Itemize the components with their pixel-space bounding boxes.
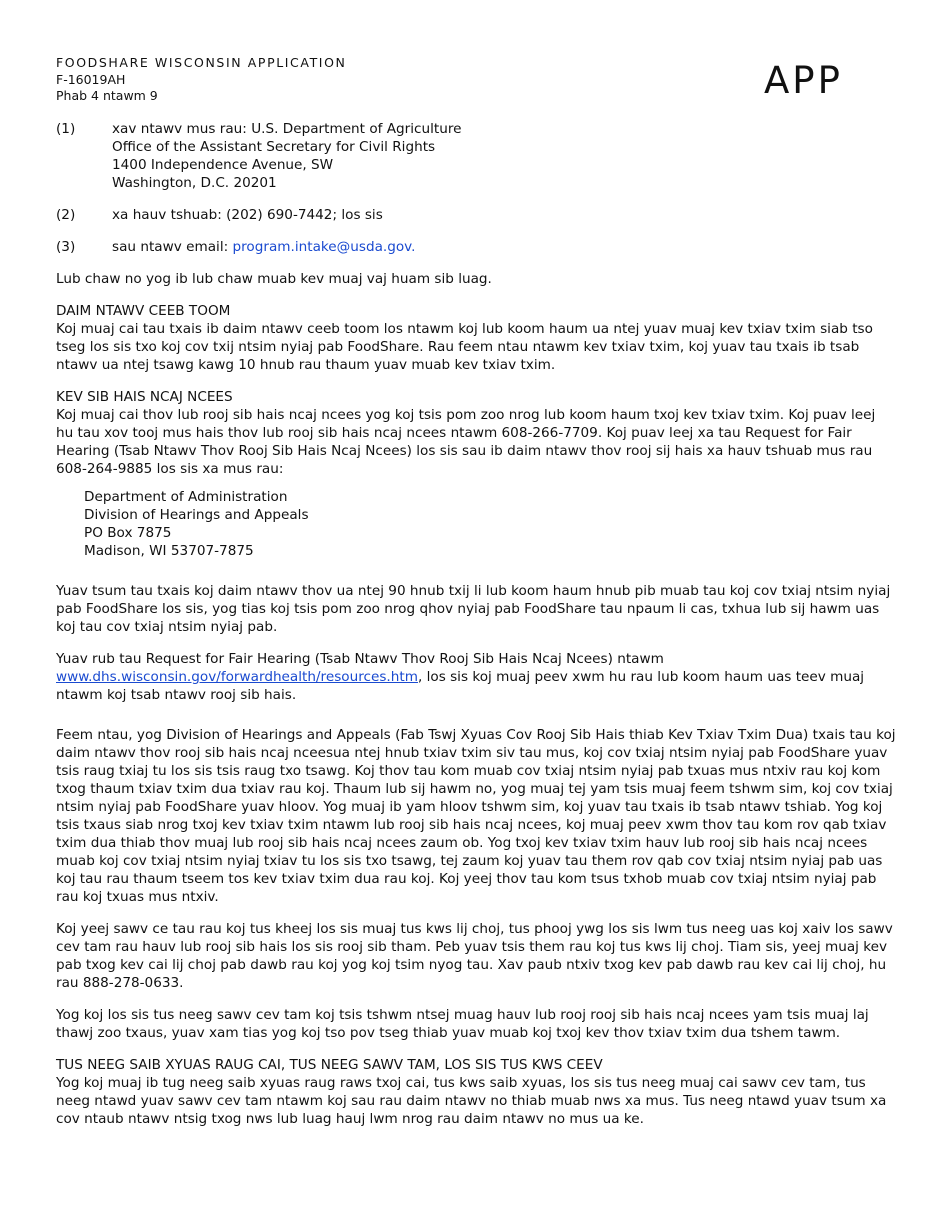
mail-line: xav ntawv mus rau: U.S. Department of Agriculture [112,121,462,137]
section-heading-fair-hearing: KEV SIB HAIS NCAJ NCEES [56,389,233,405]
fair-hearing-paragraph: Koj muaj cai thov lub rooj sib hais ncaj ncees yog koj tsis pom zoo nrog lub koom haum txoj kev txiav txim. Koj puav leej hu tau xov tooj mus hais thov lub rooj sib hais ncaj ncees ntawm 608-266-7709. Koj puav leej xa tau Request for Fair Hearing (Tsab Ntawv Thov Rooj Sib Hais Ncaj Ncees) los sis sau ib daim ntawv thov rooj sij hais xa hauv tshuab mus rau 608-264-9885 los sis xa mus rau: [56,407,876,477]
form-download-paragraph [56,650,896,704]
fax-line: xa hauv tshuab: (202) 690-7442; los sis [112,207,383,223]
form-download-text: Yuav rub tau Request for Fair Hearing (Tsab Ntawv Thov Rooj Sib Hais Ncaj Ncees) ntawm [56,651,664,667]
equal-opportunity-statement: Lub chaw no yog ib lub chaw muab kev muaj vaj huam sib luag. [56,271,492,287]
contact-item-mail [56,120,896,192]
section-heading-notice: DAIM NTAWV CEEB TOOM [56,303,231,319]
document-body [56,120,896,1142]
form-title: FOODSHARE WISCONSIN APPLICATION [56,55,347,70]
item-number: (1) [56,121,76,137]
form-number: F-16019AH [56,71,126,87]
resources-link[interactable]: www.dhs.wisconsin.gov/forwardhealth/resources.htm [56,669,418,685]
representation-paragraph: Koj yeej sawv ce tau rau koj tus kheej los sis muaj tus kws lij choj, tus phooj ywg los sis lwm tus neeg uas koj xaiv los sawv cev tam rau hauv lub rooj sib hais los sis rooj sib tham. Peb yuav tsis them rau koj tus kws lij choj. Tiam sis, yeej muaj kev pab txog kev cai lij choj pab dawb rau koj yog koj tsim nyog tau. Xav paub ntxiv txog kev pab dawb rau kev cai lij choj, hu rau 888-278-0633. [56,921,893,991]
no-show-paragraph: Yog koj los sis tus neeg sawv cev tam koj tsis tshwm ntsej muag hauv lub rooj rooj sib hais ncaj ncees yam tsis muaj laj thawj zoo txaus, yuav xam tias yog koj tso pov tseg thiab yuav muab koj txoj kev thov txiav txim dua tshem tawm. [56,1007,869,1041]
page-number: Phab 4 ntawm 9 [56,88,158,103]
app-label: APP [764,59,843,102]
email-prefix: sau ntawv email: [112,239,233,255]
representatives-paragraph: Yog koj muaj ib tug neeg saib xyuas raug raws txoj cai, tus kws saib xyuas, los sis tus neeg muaj cai sawv cev tam, tus neeg ntawd yuav sawv cev tam ntawm koj sau rau daim ntawv no thiab muab nws xa mus. Tus neeg ntawd yuav tsum xa cov ntaub ntawv ntsig txog nws lub luag hauj lwm nrog rau daim ntawv no mus ua ke. [56,1075,887,1127]
email-link[interactable]: program.intake@usda.gov. [232,239,416,255]
notice-paragraph: Koj muaj cai tau txais ib daim ntawv ceeb toom los ntawm koj lub koom haum ua ntej yuav muaj kev txiav txim siab tso tseg los sis txo koj cov txij ntsim nyiaj pab FoodShare. Rau feem ntau ntawm kev txiav txim, koj yuav tau txais ib tsab ntawv ua ntej tsawg kawg 10 hnub rau thaum yuav muab kev txiav txim. [56,321,873,373]
mailing-address [84,488,896,560]
address-line: Division of Hearings and Appeals [84,507,309,523]
contact-item-email [56,238,896,256]
mail-line: Office of the Assistant Secretary for Civil Rights [112,139,436,155]
form-download-suffix: , los sis koj muaj peev xwm hu rau lub koom haum uas teev muaj ntawm koj tsab ntawv rooj sib hais. [56,669,865,703]
hearing-process-paragraph: Feem ntau, yog Division of Hearings and Appeals (Fab Tswj Xyuas Cov Rooj Sib Hais thiab Kev Txiav Txim Dua) txais tau koj daim ntawv thov rooj sib hais ncaj nceesua ntej hnub txiav txim siv tau mus, koj cov txiaj ntsim nyiaj pab FoodShare yuav tsis raug txiaj tu los sis tsis raug txo tsawg. Koj thov tau kom muab cov txiaj ntsim nyiaj pab txuas mus ntxiv rau koj kom txog thaum txiav txim dua txiav rau koj. Thaum lub sij hawm no, yog muaj tej yam tsis muaj feem tshwm sim, koj cov txiaj ntsim nyiaj pab FoodShare yuav hloov. Yog muaj ib yam hloov tshwm sim, koj yuav tau txais ib tsab ntawv tshiab. Yog koj tsis txaus siab nrog txoj kev txiav txim ntawm lub rooj sib hais ncaj ncees, koj muaj peev xwm thov tau kom rov qab txiav txim dua thiab thov muaj lub rooj sib hais ncaj ncees zaum ob. Yog txoj kev txiav txim hauv lub rooj sib hais ncaj ncees muab koj cov txiaj ntsim nyiaj txiav tu los sis txo tsawg, tej zaum koj yuav tau them rov qab cov txiaj ntsim nyiaj pab uas koj tau rau thaum tseem tos kev txiav txim dua rau koj. Koj yeej thov tau kom tsus txhob muab cov txiaj ntsim nyiaj pab rau koj txuas mus ntxiv. [56,727,896,905]
form-header [56,55,346,105]
mail-line: 1400 Independence Avenue, SW [112,157,334,173]
item-number: (3) [56,239,76,255]
address-line: Madison, WI 53707-7875 [84,543,254,559]
deadline-paragraph: Yuav tsum tau txais koj daim ntawv thov ua ntej 90 hnub txij li lub koom haum hnub pib muab tau koj cov txiaj ntsim nyiaj pab FoodShare los sis, yog tias koj tsis pom zoo nrog qhov nyiaj pab FoodShare tau npaum li cas, txhua lub sij hawm uas koj tau cov txiaj ntsim nyiaj pab. [56,583,891,635]
item-number: (2) [56,207,76,223]
address-line: Department of Administration [84,489,288,505]
contact-item-fax [56,206,896,224]
address-line: PO Box 7875 [84,525,172,541]
mail-line: Washington, D.C. 20201 [112,175,277,191]
section-heading-representatives: TUS NEEG SAIB XYUAS RAUG CAI, TUS NEEG SAWV TAM, LOS SIS TUS KWS CEEV [56,1057,603,1073]
